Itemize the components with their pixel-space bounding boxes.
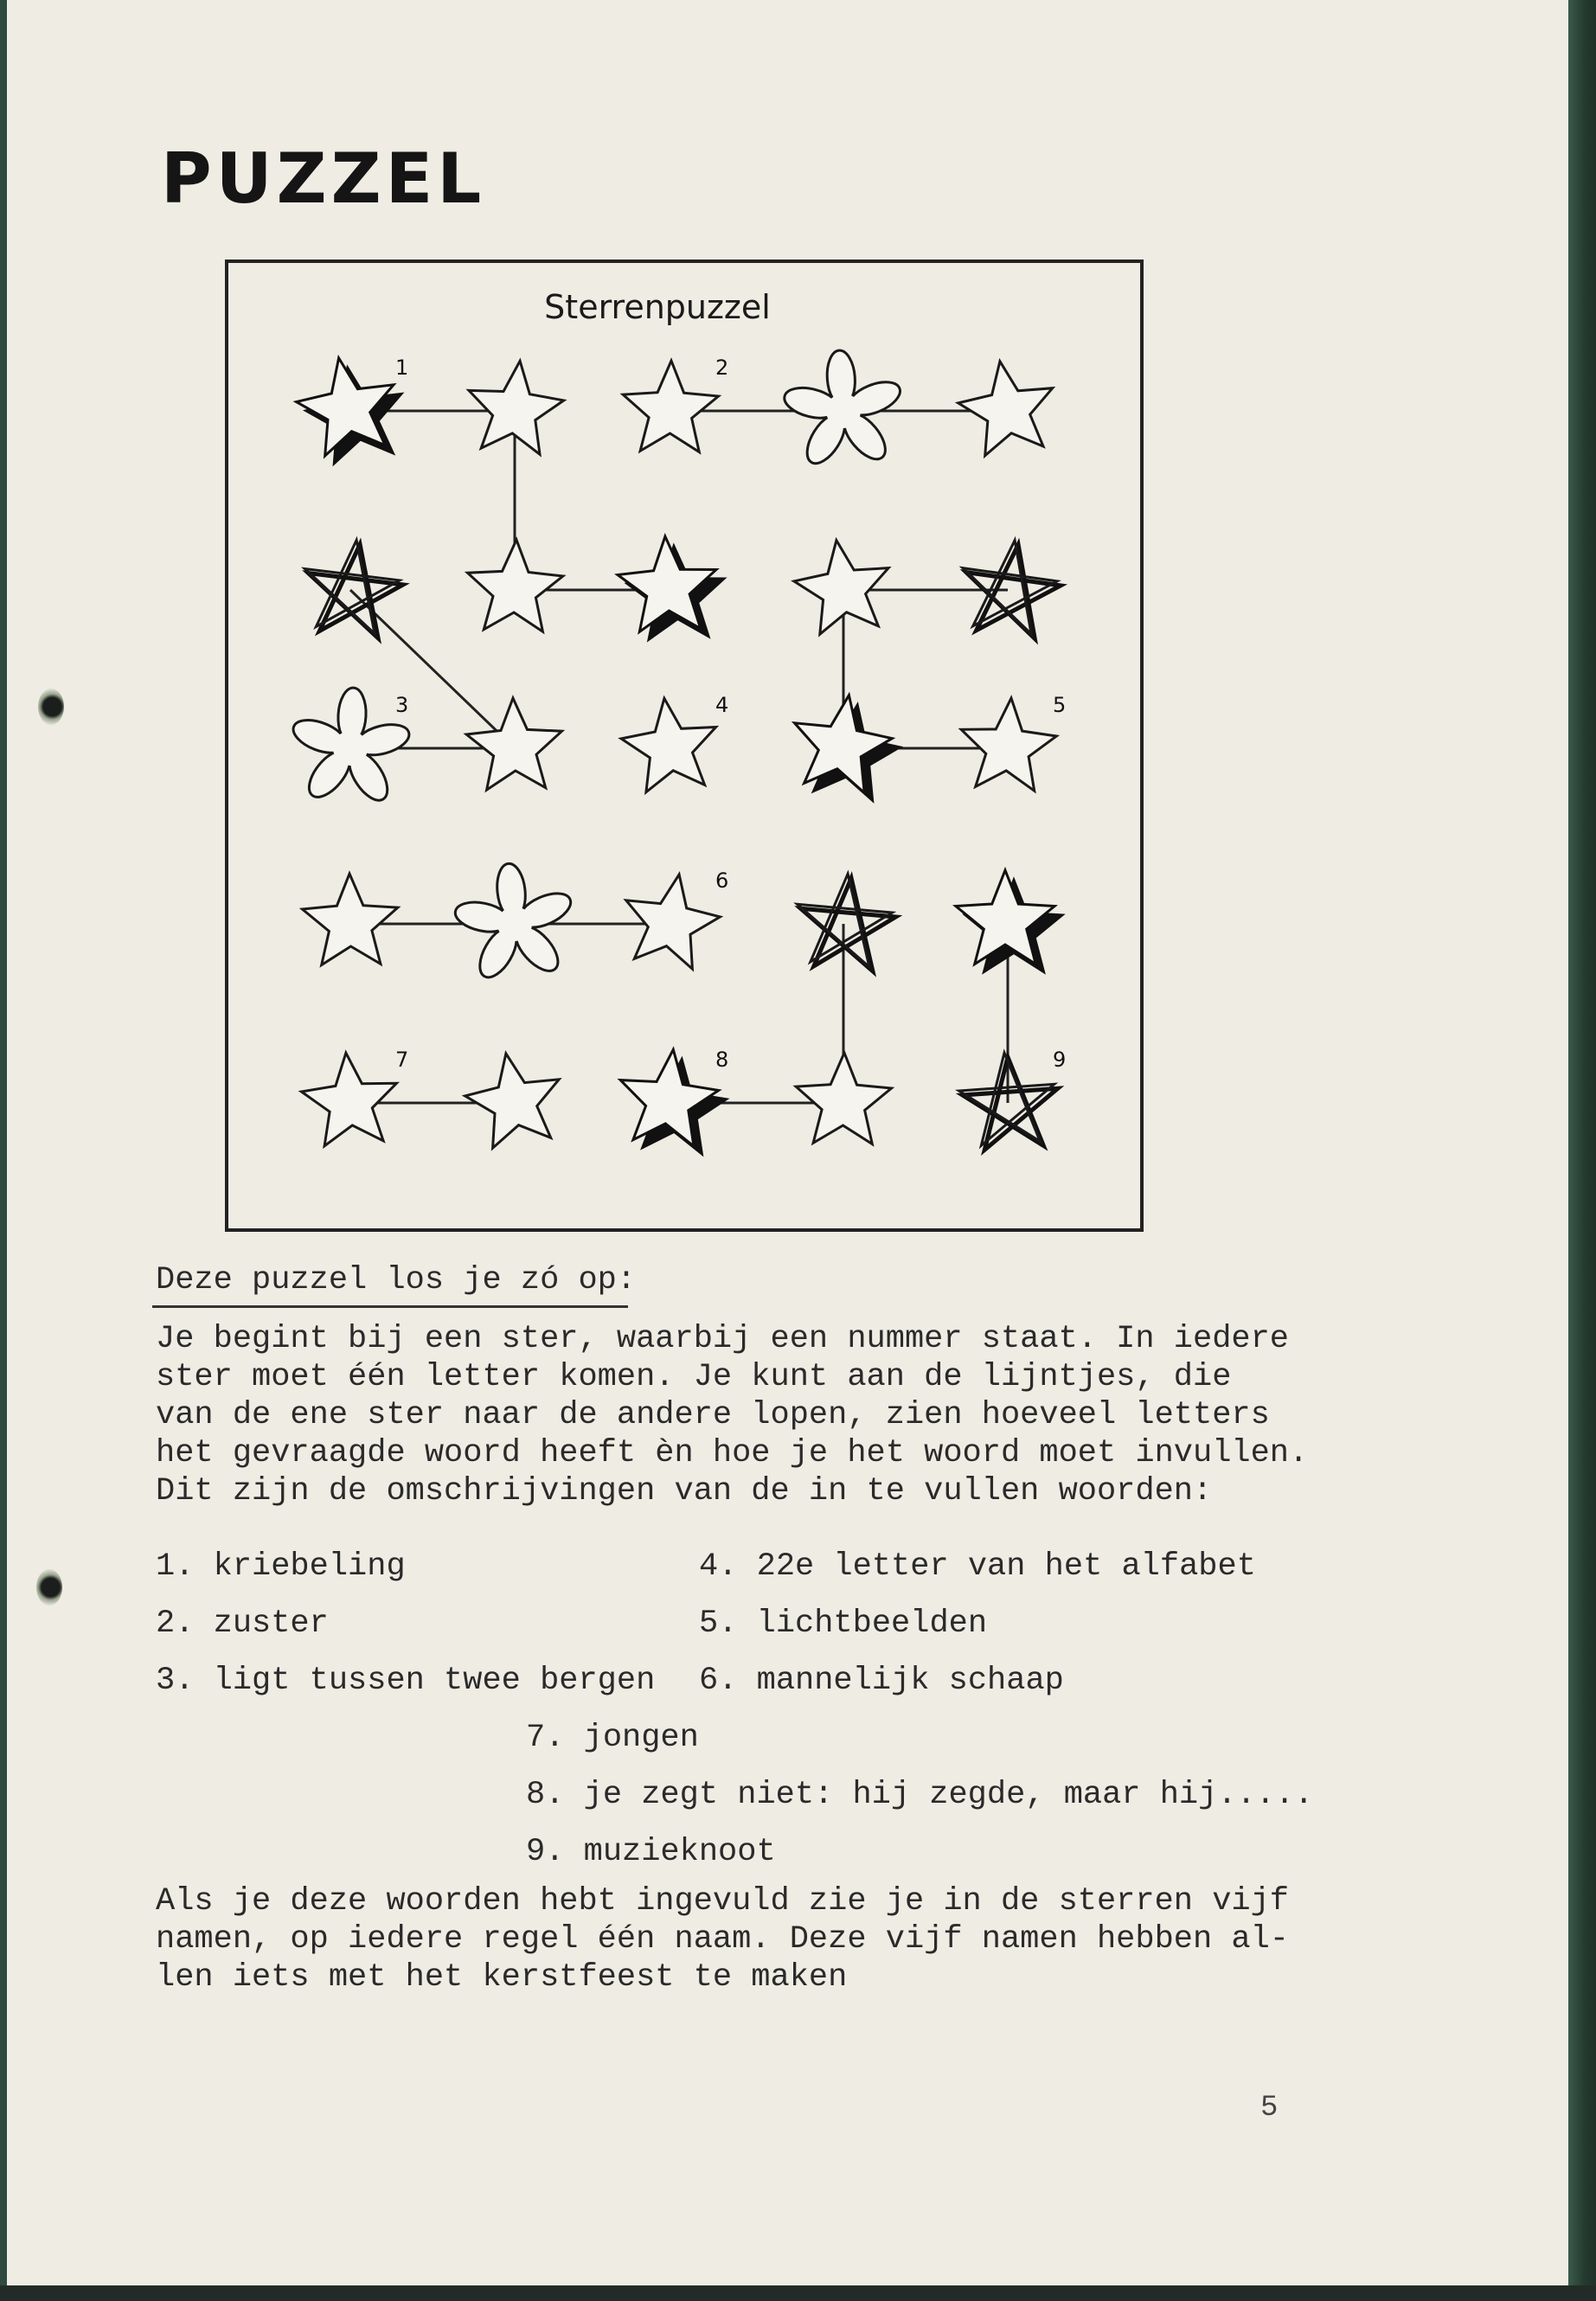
star-number-7: 7 [395,1048,409,1072]
star-number-2: 2 [715,356,729,380]
puzzle-cell [297,358,402,465]
flower-center [826,394,861,428]
puzzle-cell [303,874,398,965]
puzzle-cell [618,536,725,640]
pentagram-shadow [801,878,896,971]
flower-center [497,907,532,941]
puzzle-cell [798,874,896,971]
flower-center [333,731,368,766]
clue-5: 5. lichtbeelden [699,1606,988,1642]
puzzle-shapes [289,349,1066,1155]
pentagram-shape [963,541,1057,635]
puzzle-cell [466,698,561,790]
puzzle-cell [781,349,905,470]
clue-7: 7. jongen [526,1720,699,1756]
puzzle-cell [623,361,718,452]
star-number-8: 8 [715,1048,729,1072]
star-shape [303,874,398,965]
instruction-line-3: van de ene ster naar de andere lopen, zien hoeveel letters [156,1397,1270,1433]
puzzle-cell [794,541,888,635]
puzzle-cell [795,695,901,802]
pentagram-shadow [966,545,1061,639]
puzzle-cell [469,361,564,454]
page-number: 5 [1260,2092,1279,2125]
star-number-9: 9 [1053,1048,1067,1072]
puzzle-cell [626,875,721,969]
page-title: PUZZEL [161,138,486,219]
clue-6: 6. mannelijk schaap [699,1663,1064,1699]
clue-3: 3. ligt tussen twee bergen [156,1663,656,1699]
puzzle-heading: Sterrenpuzzel [544,288,771,326]
puzzle-cell [289,687,413,806]
puzzle-cell [304,540,403,638]
star-shape [958,362,1053,456]
star-shape [302,1053,397,1146]
pentagram-shape [304,540,400,633]
puzzle-cell [956,870,1063,973]
instruction-line-2: ster moet één letter komen. Je kunt aan de lijntjes, die [156,1359,1232,1395]
puzzle-cell [302,1053,397,1146]
puzzle-cell [958,362,1053,456]
closing-line-1: Als je deze woorden hebt ingevuld zie je in de sterren vijf [156,1883,1290,1920]
star-shape [796,1053,891,1144]
clue-9: 9. muzieknoot [526,1834,776,1870]
puzzle-cell [465,1054,560,1148]
clue-8: 8. je zegt niet: hij zegde, maar hij..... [526,1777,1314,1813]
puzzle-cell [621,698,716,792]
instruction-line-5: Dit zijn de omschrijvingen van de in te vullen woorden: [156,1473,1213,1509]
star-shape [794,541,888,635]
pentagram-shadow [963,1057,1058,1150]
puzzle-cell [796,1053,891,1144]
puzzle-cell [620,1049,727,1155]
puzzle-cell [468,540,563,631]
clue-1: 1. kriebeling [156,1548,406,1585]
instructions-heading: Deze puzzel los je zó op: [156,1262,637,1298]
closing-line-3: len iets met het kerstfeest te maken [156,1959,848,1996]
star-shape [469,361,564,454]
star-number-6: 6 [715,868,729,893]
star-shape [468,540,563,631]
star-number-5: 5 [1053,693,1067,717]
star-number-4: 4 [715,693,729,717]
star-shape [466,698,561,790]
instruction-line-4: het gevraagde woord heeft èn hoe je het woord moet invullen. [156,1435,1309,1471]
clue-2: 2. zuster [156,1606,329,1642]
star-shape [621,698,716,792]
star-number-1: 1 [395,356,409,380]
instruction-line-1: Je begint bij een ster, waarbij een nummer staat. In iedere [156,1321,1290,1357]
clue-4: 4. 22e letter van het alfabet [699,1548,1256,1585]
star-shape [623,361,718,452]
star-shape [465,1054,560,1148]
heading-underline [152,1305,628,1308]
puzzle-cell [961,698,1056,791]
star-shape [961,698,1056,791]
closing-line-2: namen, op iedere regel één naam. Deze vijf namen hebben al- [156,1921,1290,1958]
star-number-3: 3 [395,693,409,717]
star-shape [626,875,721,969]
